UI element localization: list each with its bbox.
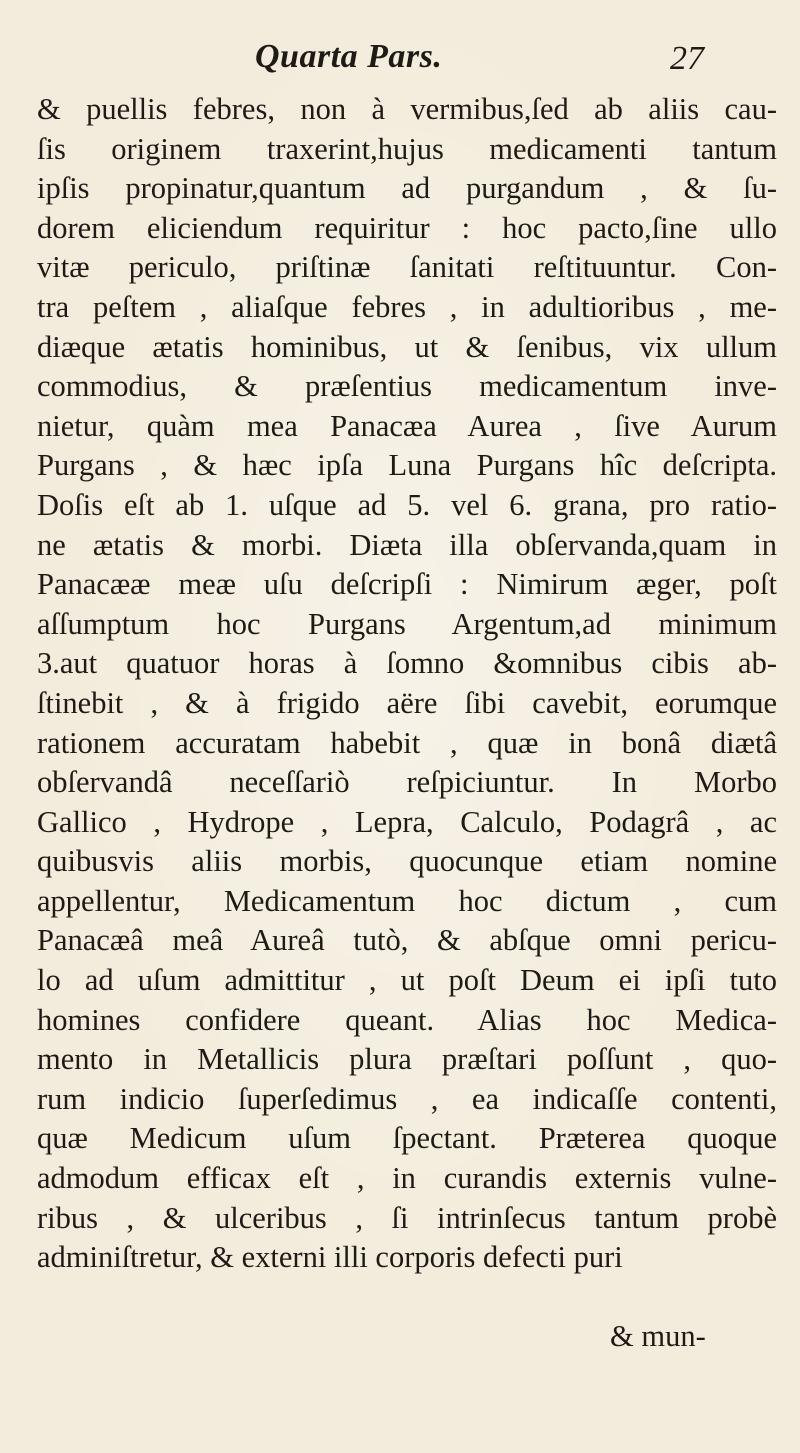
text-line: Panacæâ meâ Aureâ tutò, & abſque omni pericu- (37, 923, 777, 958)
text-line: quæ Medicum uſum ſpectant. Præterea quoque (37, 1121, 777, 1156)
text-line: rationem accuratam habebit , quæ in bonâ diætâ (37, 725, 777, 760)
text-line: homines confidere queant. Alias hoc Medica- (37, 1002, 777, 1037)
text-line: tra peſtem , aliaſque febres , in adultioribus , me- (37, 289, 777, 324)
text-line: 3.aut quatuor horas à ſomno &omnibus cibis ab- (37, 646, 777, 681)
text-line: mento in Metallicis plura præſtari poſſunt , quo- (37, 1042, 777, 1077)
text-line: ne ætatis & morbi. Diæta illa obſervanda,quam in (37, 527, 777, 562)
text-line: Panacææ meæ uſu deſcripſi : Nimirum æger, poſt (37, 567, 777, 602)
text-line: dorem eliciendum requiritur : hoc pacto,ſine ullo (37, 210, 777, 245)
text-line: ribus , & ulceribus , ſi intrinſecus tantum probè (37, 1200, 777, 1235)
text-line: ſtinebit , & à frigido aëre ſibi cavebit, eorumque (37, 685, 777, 720)
text-line: appellentur, Medicamentum hoc dictum , cum (37, 883, 777, 918)
text-line: ipſis propinatur,quantum ad purgandum , & ſu- (37, 171, 777, 206)
text-line: vitæ periculo, priſtinæ ſanitati reſtituuntur. Con- (37, 250, 777, 285)
text-line: Doſis eſt ab 1. uſque ad 5. vel 6. grana, pro ratio- (37, 487, 777, 522)
running-head (0, 38, 800, 86)
text-line: quibusvis aliis morbis, quocunque etiam nomine (37, 844, 777, 879)
text-line: adminiſtretur, & externi illi corporis defecti puri (37, 1240, 623, 1275)
text-line: rum indicio ſuperſedimus , ea indicaſſe contenti, (37, 1081, 777, 1116)
running-head-title: Quarta Pars. (255, 38, 443, 75)
page-number: 27 (670, 40, 704, 77)
text-line: nietur, quàm mea Panacæa Aurea , ſive Aurum (37, 408, 777, 443)
text-line: diæque ætatis hominibus, ut & ſenibus, vix ullum (37, 329, 777, 364)
text-line: commodius, & præſentius medicamentum inve- (37, 369, 777, 404)
text-line: Purgans , & hæc ipſa Luna Purgans hîc deſcripta. (37, 448, 777, 483)
text-line: obſervandâ neceſſariò reſpiciuntur. In Morbo (37, 765, 777, 800)
text-line: aſſumptum hoc Purgans Argentum,ad minimum (37, 606, 777, 641)
text-line: admodum efficax eſt , in curandis externis vulne- (37, 1161, 777, 1196)
text-line: ſis originem traxerint,hujus medicamenti tantum (37, 131, 777, 166)
catchword: & mun- (610, 1319, 706, 1353)
text-line: & puellis febres, non à vermibus,ſed ab aliis cau- (37, 92, 777, 126)
text-line: lo ad uſum admittitur , ut poſt Deum ei ipſi tuto (37, 963, 777, 998)
text-line: Gallico , Hydrope , Lepra, Calculo, Podagrâ , ac (37, 804, 777, 839)
body-text (37, 90, 777, 1278)
